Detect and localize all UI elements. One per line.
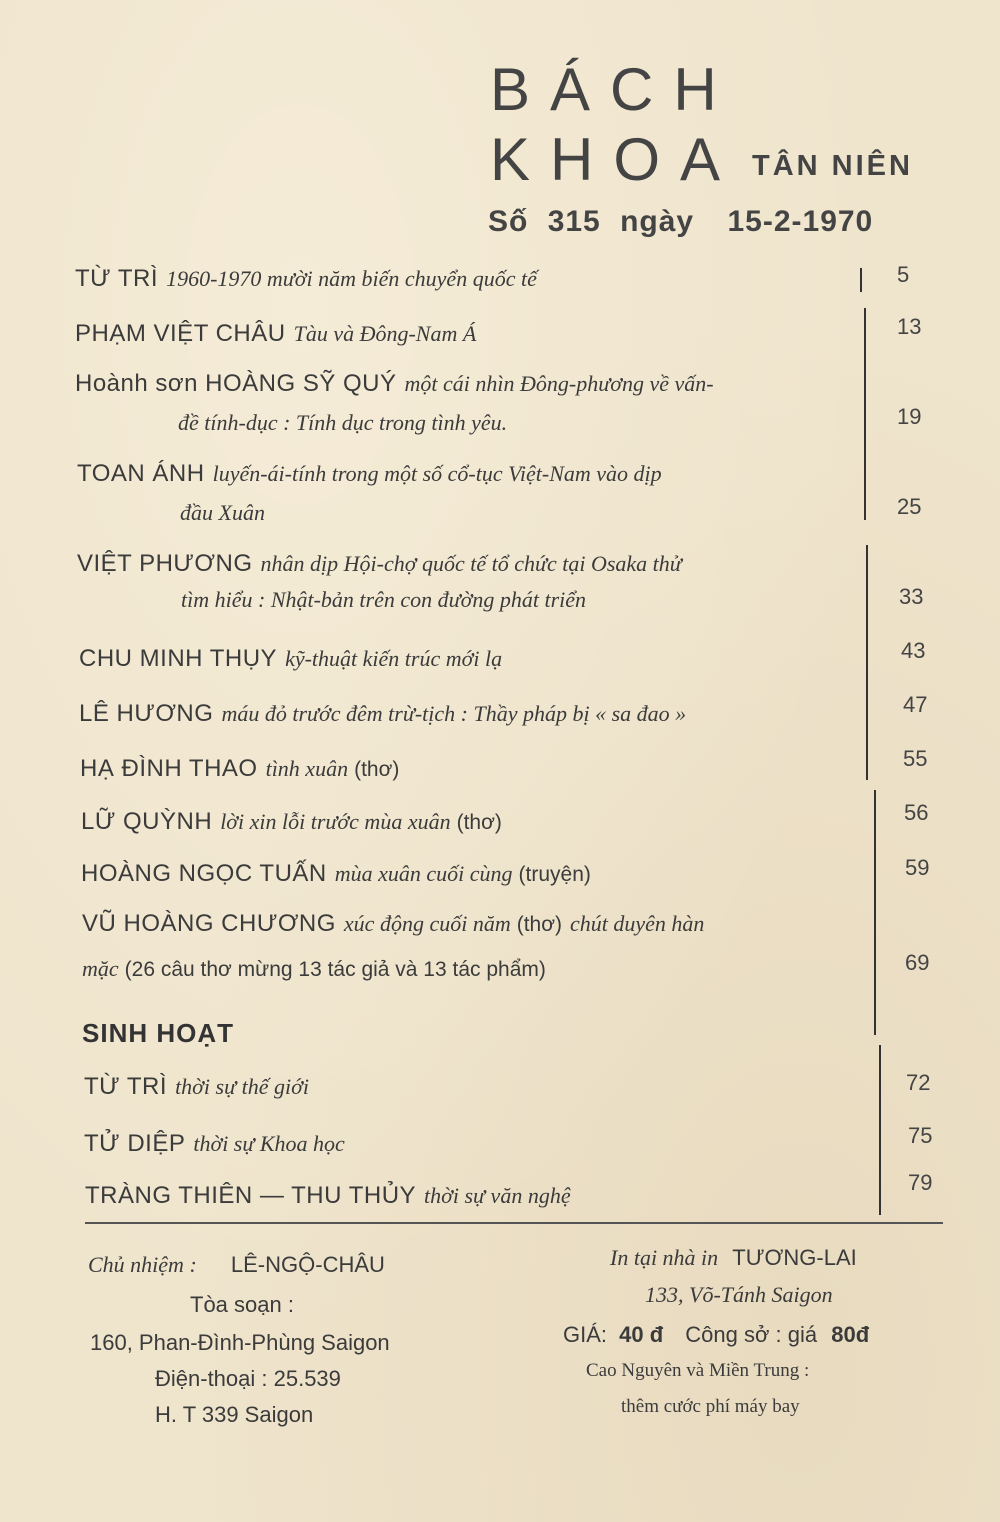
footer-divider (85, 1222, 943, 1224)
toc-entry (77, 460, 662, 488)
toc-page: 59 (905, 855, 930, 880)
toc-author: HẠ ĐÌNH THAO (80, 755, 258, 782)
toc-entry (77, 550, 682, 578)
toc-title: kỹ-thuật kiến trúc mới lạ (285, 646, 503, 671)
toc-title: một cái nhìn Đông-phương về vấn- (404, 371, 714, 396)
toc-author: CHU MINH THỤY (79, 645, 278, 672)
toc-entry (82, 910, 704, 938)
toc-title: máu đỏ trước đêm trừ-tịch : Thầy pháp bị « sa đao » (221, 701, 687, 726)
section-title: thời sự văn nghệ (424, 1183, 571, 1208)
masthead-title-line1: BÁCH (490, 56, 737, 123)
director-name: LÊ-NGỘ-CHÂU (230, 1252, 385, 1277)
toc-entry (80, 755, 399, 783)
toc-entry (75, 370, 714, 398)
page-column-rule (866, 545, 868, 780)
toc-title: luyến-ái-tính trong một số cổ-tục Việt-Nam vào dịp (212, 461, 662, 486)
section-page: 75 (908, 1123, 933, 1148)
office-address: 160, Phan-Đình-Phùng Saigon (90, 1330, 390, 1355)
toc-title: Tàu và Đông-Nam Á (293, 321, 477, 346)
toc-page: 43 (901, 638, 926, 663)
toc-page: 69 (905, 950, 930, 975)
toc-author: Hoành sơn HOÀNG SỸ QUÝ (75, 370, 397, 397)
masthead-edition: TÂN NIÊN (752, 150, 913, 182)
surcharge-line1: Cao Nguyên và Miền Trung : (586, 1360, 810, 1381)
section-title: thời sự Khoa học (193, 1131, 345, 1156)
toc-author: PHẠM VIỆT CHÂU (75, 320, 286, 347)
toc-note: (thơ) (456, 811, 502, 834)
toc-page: 33 (899, 584, 924, 609)
section-entry (84, 1073, 309, 1101)
price-label: GIÁ: (563, 1322, 608, 1347)
toc-author: LÊ HƯƠNG (79, 700, 214, 727)
section-author: TRÀNG THIÊN — THU THỦY (85, 1182, 417, 1209)
section-author: TỪ TRÌ (84, 1073, 168, 1100)
surcharge-line2: thêm cước phí máy bay (621, 1396, 800, 1417)
toc-title-part2: chút duyên hàn (570, 911, 705, 936)
toc-entry (81, 860, 591, 888)
director-label: Chủ nhiệm : (88, 1252, 197, 1277)
issue-date: 15-2-1970 (727, 205, 874, 238)
date-label: ngày (620, 205, 695, 238)
page-column-rule (879, 1045, 881, 1215)
toc-page: 19 (897, 404, 922, 429)
toc-title: 1960-1970 mười năm biến chuyển quốc tế (166, 266, 537, 291)
toc-author: TOAN ÁNH (77, 460, 205, 487)
toc-entry (81, 808, 502, 836)
office-phone: Điện-thoại : 25.539 (155, 1366, 341, 1391)
toc-author: VŨ HOÀNG CHƯƠNG (82, 910, 336, 937)
printer-line (610, 1245, 857, 1271)
toc-title-continued: đề tính-dục : Tính dục trong tình yêu. (178, 410, 508, 435)
price-line (563, 1322, 869, 1348)
toc-entry (75, 320, 476, 348)
toc-title: lời xin lỗi trước mùa xuân (220, 809, 451, 834)
section-heading: SINH HOẠT (82, 1018, 234, 1048)
toc-page: 55 (903, 746, 928, 771)
section-entry (85, 1182, 571, 1210)
toc-note: (thơ) (354, 758, 400, 781)
printer-address: 133, Võ-Tánh Saigon (645, 1282, 833, 1307)
toc-page: 13 (897, 314, 922, 339)
toc-author: VIỆT PHƯƠNG (77, 550, 253, 577)
toc-page: 5 (897, 262, 910, 287)
toc-title-continued: tìm hiểu : Nhật-bản trên con đường phát triển (181, 587, 587, 612)
po-box: H. T 339 Saigon (155, 1402, 314, 1427)
section-page: 72 (906, 1070, 931, 1095)
toc-entry-continued (82, 955, 546, 983)
toc-note: (thơ) (516, 913, 562, 936)
toc-title-continued: mặc (82, 956, 119, 981)
toc-title-continued: đầu Xuân (180, 500, 265, 525)
toc-page: 47 (903, 692, 928, 717)
office-price-label: Công sở : giá (685, 1322, 818, 1347)
toc-note: (truyện) (518, 863, 591, 886)
section-author: TỬ DIỆP (84, 1130, 186, 1157)
office-label: Tòa soạn : (190, 1292, 294, 1317)
issue-line (488, 205, 883, 239)
toc-note: (26 câu thơ mừng 13 tác giả và 13 tác phẩm) (124, 958, 546, 981)
section-entry (84, 1130, 345, 1158)
toc-title: tình xuân (265, 756, 349, 781)
toc-author: LỮ QUỲNH (81, 808, 213, 835)
toc-author: TỪ TRÌ (75, 265, 159, 292)
page-column-rule (874, 790, 876, 1035)
toc-title: nhân dịp Hội-chợ quốc tế tổ chức tại Osaka thử (260, 551, 682, 576)
page-column-rule (864, 308, 866, 520)
issue-number: 315 (547, 205, 601, 238)
printer-label: In tại nhà in (610, 1245, 719, 1270)
toc-title: xúc động cuối năm (343, 911, 511, 936)
section-page: 79 (908, 1170, 933, 1195)
printer-name: TƯƠNG-LAI (732, 1245, 857, 1270)
toc-author: HOÀNG NGỌC TUẤN (81, 860, 327, 887)
section-title: thời sự thế giới (175, 1074, 309, 1099)
toc-entry (79, 700, 686, 728)
office-price-value: 80đ (831, 1322, 870, 1347)
toc-entry (79, 645, 502, 673)
price-value: 40 đ (619, 1322, 664, 1347)
page-column-rule (860, 268, 862, 292)
toc-page: 25 (897, 494, 922, 519)
toc-page: 56 (904, 800, 929, 825)
issue-label: Số (488, 205, 529, 238)
director-line (88, 1252, 385, 1278)
masthead-title-line2: KHOA (490, 126, 741, 193)
toc-entry (75, 265, 537, 293)
toc-title: mùa xuân cuối cùng (334, 861, 513, 886)
